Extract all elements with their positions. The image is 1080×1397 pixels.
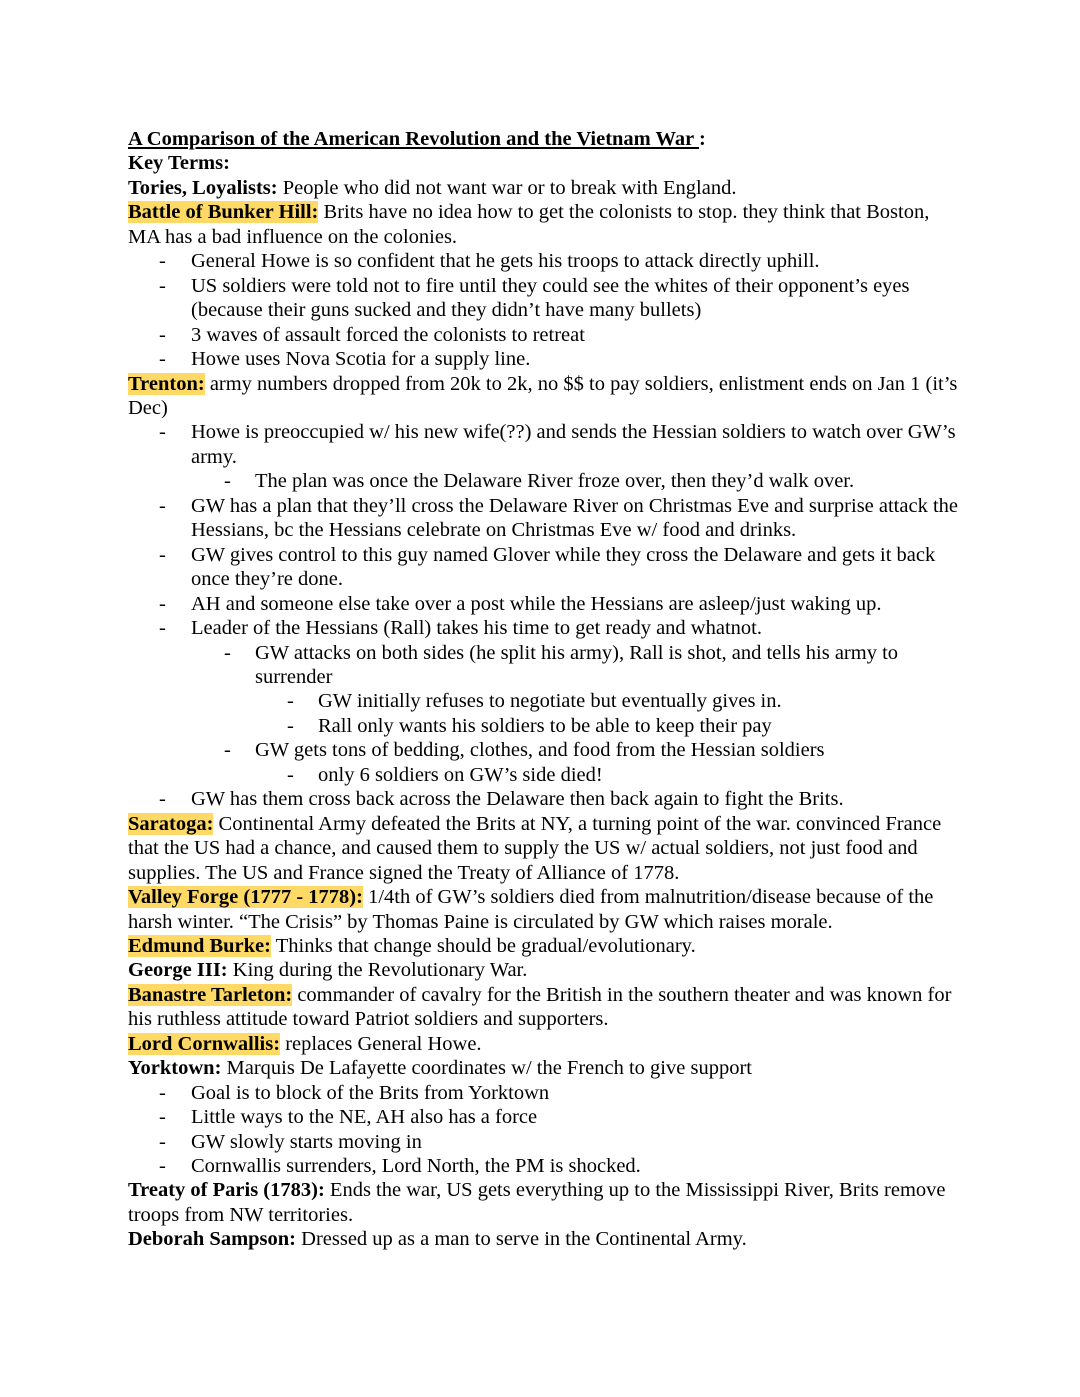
- term-valley-forge: Valley Forge (1777 - 1778): 1/4th of GW’s soldiers died from malnutrition/disease because of the harsh winter. “The Crisis” by Thomas Paine is circulated by GW which raises morale.: [128, 886, 934, 933]
- key-terms-heading: Key Terms:: [128, 152, 230, 175]
- term-bunker-hill: Battle of Bunker Hill: Brits have no idea how to get the colonists to stop. they think that Boston, MA has a bad influence on the colonies.: [128, 201, 930, 248]
- dash-bullet-icon: -: [224, 641, 231, 664]
- dash-bullet-icon: -: [159, 1081, 166, 1104]
- dash-bullet-icon: -: [159, 592, 166, 615]
- bullet: - Leader of the Hessians (Rall) takes his time to get ready and whatnot.: [159, 617, 762, 640]
- dash-bullet-icon: -: [159, 1106, 166, 1129]
- dash-bullet-icon: -: [159, 323, 166, 346]
- dash-bullet-icon: -: [159, 348, 166, 371]
- dash-bullet-icon: -: [159, 250, 166, 273]
- term-tories: Tories, Loyalists: People who did not want war or to break with England.: [128, 176, 737, 199]
- term-trenton: Trenton: army numbers dropped from 20k to 2k, no $$ to pay soldiers, enlistment ends on Jan 1 (it’s Dec): [128, 372, 958, 419]
- dash-bullet-icon: -: [287, 763, 294, 786]
- term-saratoga: Saratoga: Continental Army defeated the Brits at NY, a turning point of the war. convinced France that the US had a chance, and caused them to supply the US w/ actual soldiers, not just food and supplies. The US and France signed the Treaty of Alliance of 1778.: [128, 812, 942, 884]
- bullet: - Howe uses Nova Scotia for a supply line.: [159, 348, 531, 371]
- term-treaty-of-paris: Treaty of Paris (1783): Ends the war, US gets everything up to the Mississippi River, Brits remove troops from NW territories.: [128, 1179, 946, 1226]
- term-cornwallis: Lord Cornwallis: replaces General Howe.: [128, 1032, 482, 1055]
- term-tarleton: Banastre Tarleton: commander of cavalry for the British in the southern theater and was known for his ruthless attitude toward Patriot soldiers and supporters.: [128, 983, 952, 1031]
- term-deborah-sampson: Deborah Sampson: Dressed up as a man to serve in the Continental Army.: [128, 1228, 747, 1251]
- dash-bullet-icon: -: [159, 1155, 166, 1178]
- bullet: - GW gets tons of bedding, clothes, and food from the Hessian soldiers: [224, 739, 825, 762]
- bullet: - Goal is to block of the Brits from Yorktown: [159, 1081, 550, 1104]
- bullet: - GW slowly starts moving in: [159, 1130, 422, 1153]
- term-george-iii: George III: King during the Revolutionary War.: [128, 959, 528, 982]
- term-edmund-burke: Edmund Burke: Thinks that change should be gradual/evolutionary.: [128, 934, 696, 957]
- dash-bullet-icon: -: [159, 494, 166, 517]
- bullet: - General Howe is so confident that he gets his troops to attack directly uphill.: [159, 250, 820, 273]
- bullet: - Howe is preoccupied w/ his new wife(??) and sends the Hessian soldiers to watch over GW’s army.: [159, 421, 956, 468]
- document-title: A Comparison of the American Revolution and the Vietnam War :: [128, 128, 706, 150]
- bullet: - GW gives control to this guy named Glover while they cross the Delaware and gets it back once they’re done.: [159, 543, 936, 591]
- dash-bullet-icon: -: [159, 543, 166, 566]
- dash-bullet-icon: -: [224, 739, 231, 762]
- bullet: - Cornwallis surrenders, Lord North, the PM is shocked.: [159, 1155, 641, 1178]
- dash-bullet-icon: -: [287, 690, 294, 713]
- dash-bullet-icon: -: [159, 274, 166, 297]
- bullet: - US soldiers were told not to fire until they could see the whites of their opponent’s eyes (because their guns sucked and they didn’t have many bullets): [159, 274, 910, 322]
- bullet: - GW initially refuses to negotiate but eventually gives in.: [287, 690, 782, 713]
- bullet: - The plan was once the Delaware River froze over, then they’d walk over.: [224, 470, 855, 493]
- bullet: - Rall only wants his soldiers to be able to keep their pay: [287, 714, 772, 737]
- bullet: - only 6 soldiers on GW’s side died!: [287, 763, 603, 786]
- bullet: - GW has them cross back across the Delaware then back again to fight the Brits.: [159, 788, 844, 811]
- bullet: - AH and someone else take over a post while the Hessians are asleep/just waking up.: [159, 592, 882, 615]
- bullet: - GW attacks on both sides (he split his army), Rall is shot, and tells his army to surrender: [224, 641, 899, 688]
- bullet: - Little ways to the NE, AH also has a force: [159, 1106, 538, 1129]
- dash-bullet-icon: -: [159, 421, 166, 444]
- document-page: [128, 127, 958, 1252]
- bullet: - 3 waves of assault forced the colonists to retreat: [159, 323, 585, 346]
- dash-bullet-icon: -: [224, 470, 231, 493]
- term-yorktown: Yorktown: Marquis De Lafayette coordinates w/ the French to give support: [128, 1057, 752, 1080]
- dash-bullet-icon: -: [159, 788, 166, 811]
- dash-bullet-icon: -: [159, 617, 166, 640]
- dash-bullet-icon: -: [159, 1130, 166, 1153]
- dash-bullet-icon: -: [287, 714, 294, 737]
- bullet: - GW has a plan that they’ll cross the Delaware River on Christmas Eve and surprise attack the Hessians, bc the Hessians celebrate on Christmas Eve w/ food and drinks.: [159, 494, 958, 542]
